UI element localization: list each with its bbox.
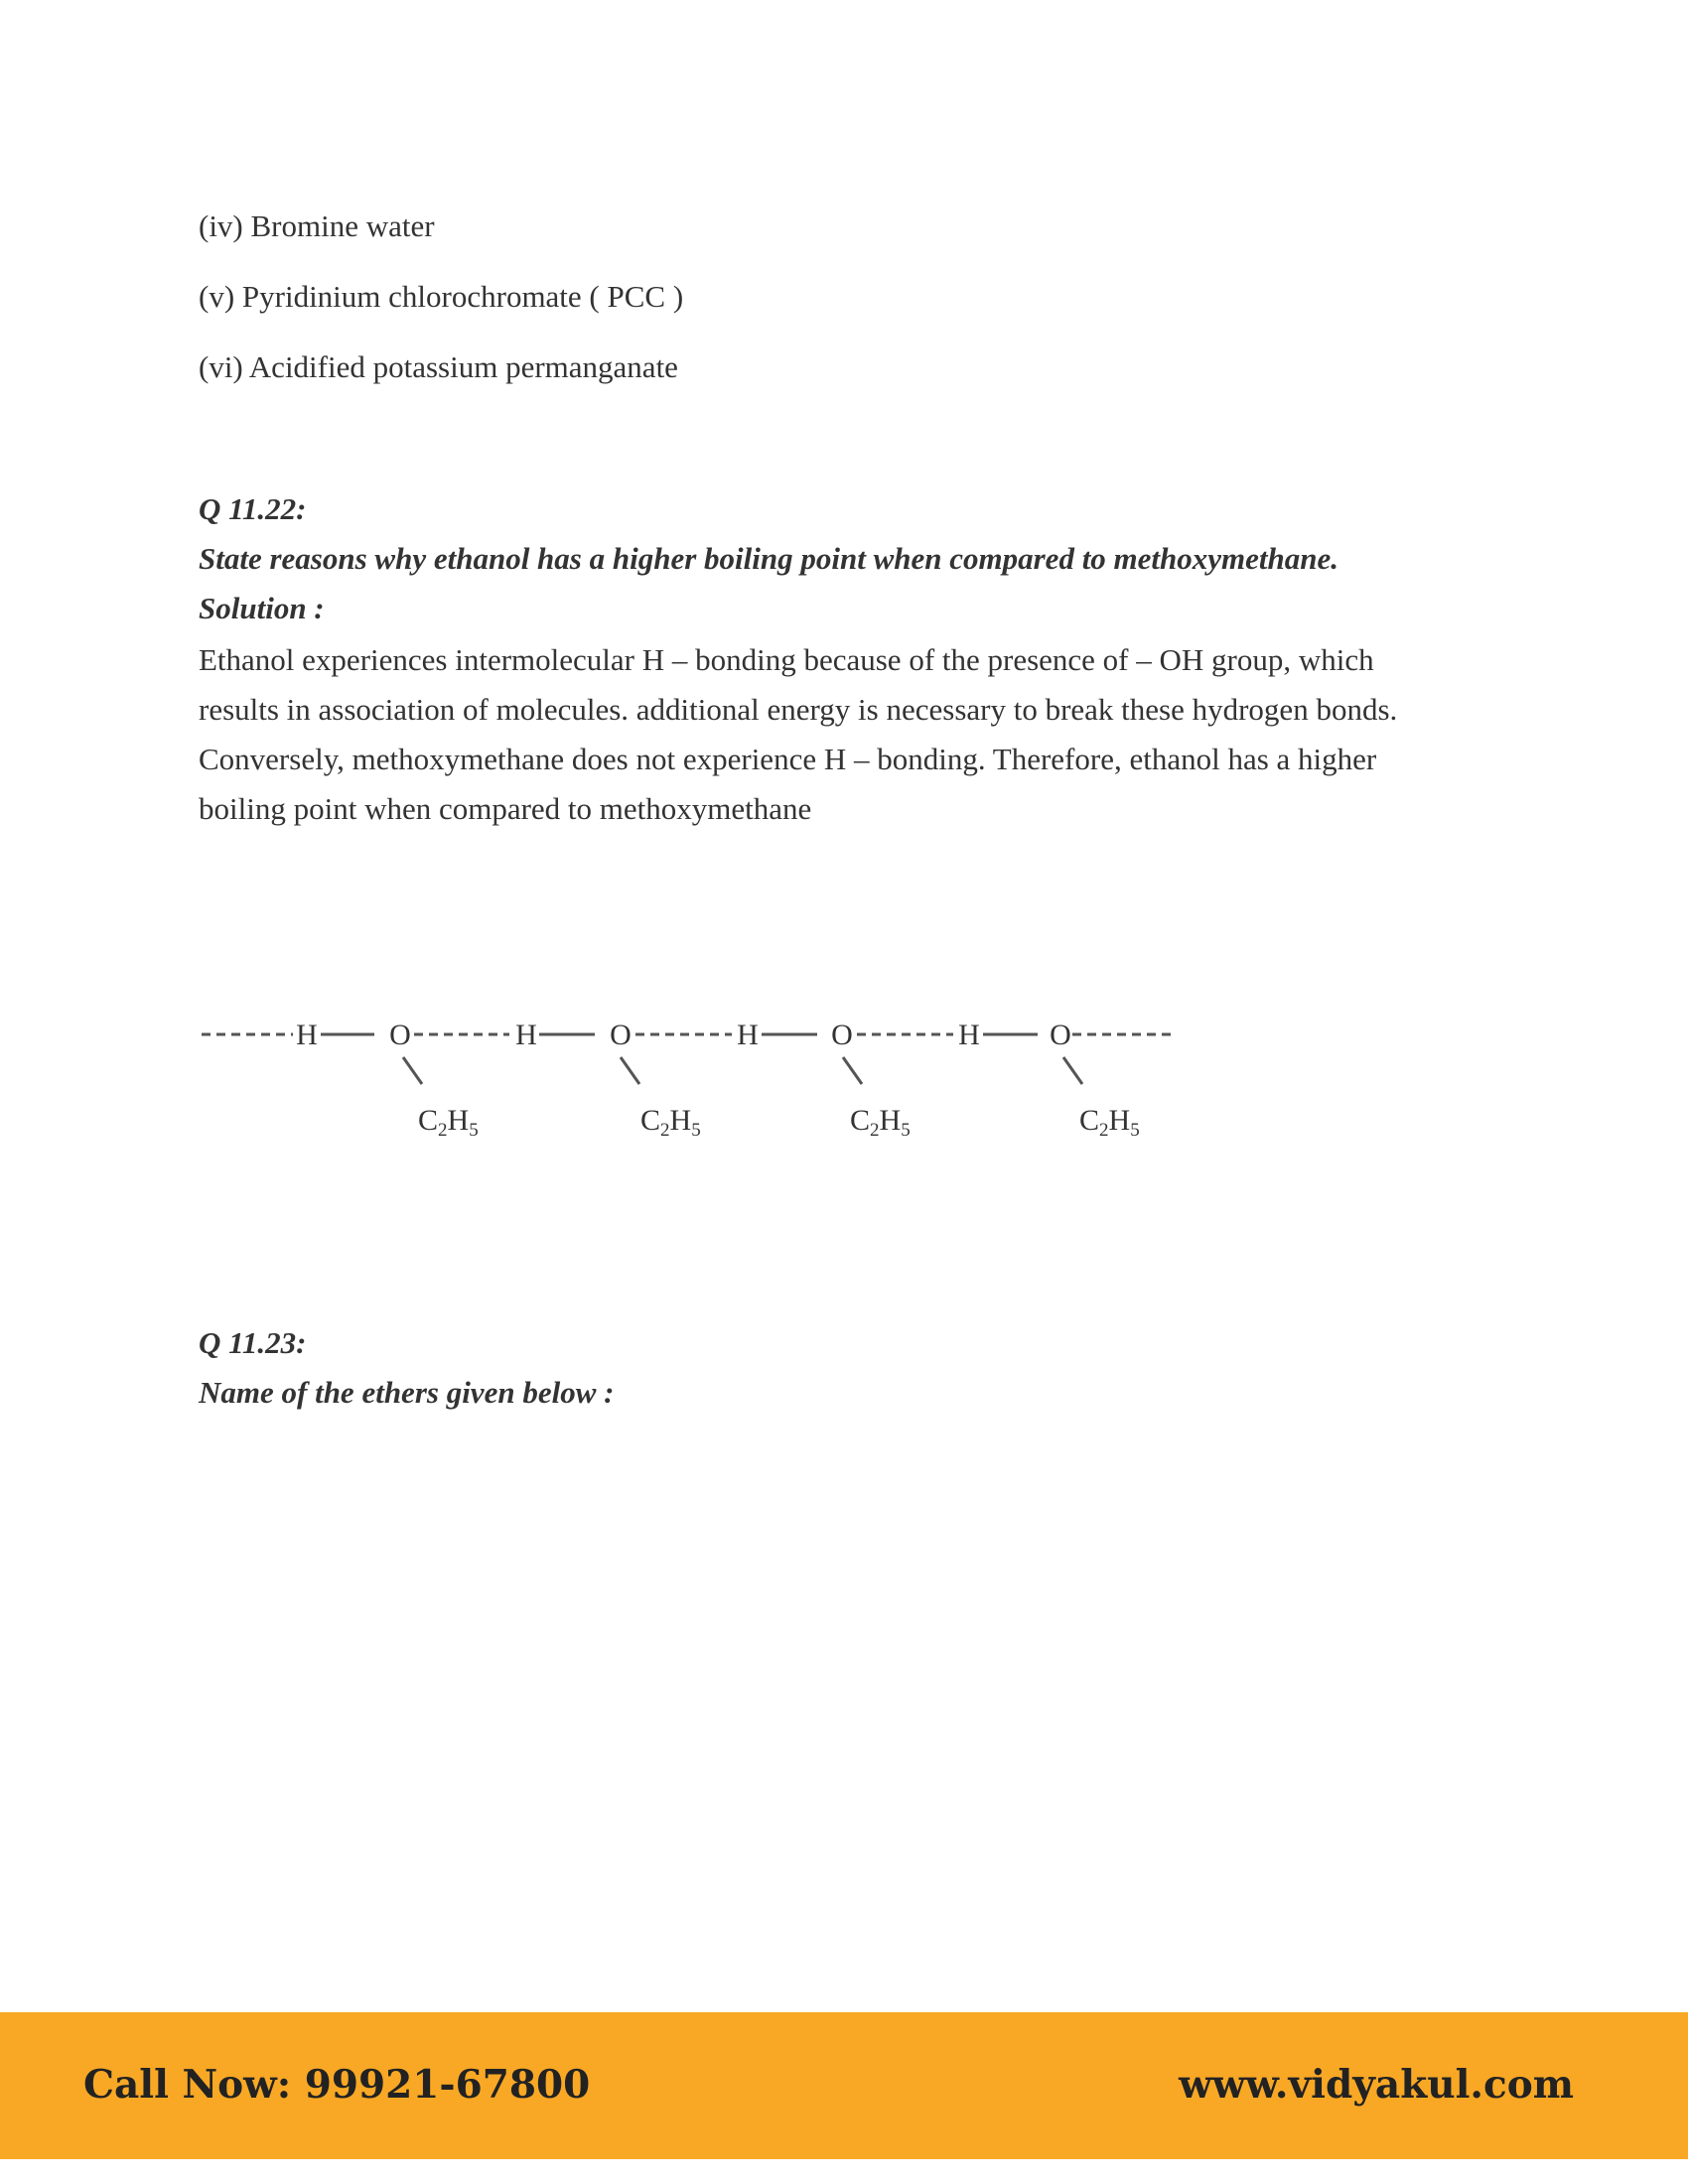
- ethyl-group: [418, 1104, 479, 1141]
- solution-text: [199, 635, 1509, 834]
- hydrogen-atom: H: [296, 1019, 318, 1051]
- question-label: Q 11.22:: [199, 491, 307, 526]
- ethyl-group: [850, 1104, 911, 1141]
- ethyl-group-c: C: [850, 1104, 871, 1137]
- ethyl-group-c: C: [418, 1104, 439, 1137]
- ethyl-bond-line: [403, 1057, 422, 1084]
- ethyl-group: [640, 1104, 701, 1141]
- ethyl-group-h: H: [879, 1104, 902, 1137]
- ethyl-group-h: H: [669, 1104, 692, 1137]
- ethyl-group-h: H: [1108, 1104, 1131, 1137]
- ethyl-group-sub: 5: [469, 1120, 479, 1141]
- ethyl-group-h: H: [447, 1104, 470, 1137]
- ethyl-group-sub: 5: [1130, 1120, 1140, 1141]
- question-label: Q 11.23:: [199, 1325, 307, 1360]
- hydrogen-bonding-diagram: [194, 1003, 1187, 1152]
- oxygen-atom: O: [831, 1019, 853, 1051]
- solution-label: Solution :: [199, 591, 325, 625]
- call-now-phone[interactable]: Call Now: 99921-67800: [83, 2062, 591, 2108]
- ethyl-group-sub: 2: [1099, 1120, 1109, 1141]
- ethyl-group-sub: 2: [438, 1120, 448, 1141]
- hydrogen-atom: H: [737, 1019, 759, 1051]
- list-item: (v) Pyridinium chlorochromate ( PCC ): [199, 279, 684, 314]
- ethyl-group-c: C: [1079, 1104, 1100, 1137]
- solution-line: boiling point when compared to methoxymethane: [199, 791, 812, 826]
- ethyl-group-sub: 2: [870, 1120, 880, 1141]
- oxygen-atom: O: [389, 1019, 411, 1051]
- solution-line: Ethanol experiences intermolecular H – bonding because of the presence of – OH group, which: [199, 642, 1374, 677]
- hydrogen-atom: H: [958, 1019, 980, 1051]
- ethyl-bond-line: [1063, 1057, 1082, 1084]
- ethyl-group: [1079, 1104, 1140, 1141]
- website-link[interactable]: www.vidyakul.com: [1179, 2062, 1574, 2108]
- footer-bar: [0, 2012, 1688, 2159]
- oxygen-atom: O: [610, 1019, 632, 1051]
- list-item: (iv) Bromine water: [199, 208, 435, 243]
- question-text: State reasons why ethanol has a higher boiling point when compared to methoxymethane.: [199, 541, 1339, 576]
- oxygen-atom: O: [1050, 1019, 1071, 1051]
- list-item: (vi) Acidified potassium permanganate: [199, 349, 678, 384]
- solution-line: Conversely, methoxymethane does not experience H – bonding. Therefore, ethanol has a higher: [199, 742, 1377, 776]
- ethyl-group-sub: 5: [901, 1120, 911, 1141]
- ethyl-bond-line: [843, 1057, 862, 1084]
- question-text: Name of the ethers given below :: [199, 1375, 615, 1410]
- ethyl-group-c: C: [640, 1104, 661, 1137]
- solution-line: results in association of molecules. additional energy is necessary to break these hydrogen bonds.: [199, 692, 1398, 727]
- ethyl-group-sub: 2: [660, 1120, 670, 1141]
- ethyl-bond-line: [621, 1057, 639, 1084]
- ethyl-group-sub: 5: [691, 1120, 701, 1141]
- hydrogen-atom: H: [515, 1019, 537, 1051]
